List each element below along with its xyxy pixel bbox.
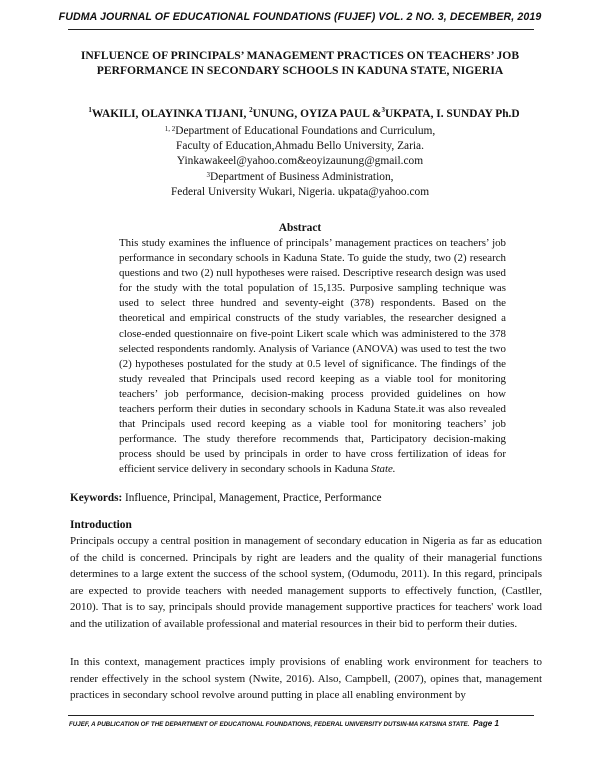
header-rule — [68, 29, 534, 30]
abstract-heading: Abstract — [278, 222, 322, 234]
author-2-marker: 2 — [249, 106, 253, 114]
journal-header: FUDMA JOURNAL OF EDUCATIONAL FOUNDATIONS (FUJEF) VOL. 2 NO. 3, DECEMBER, 2019 — [58, 11, 542, 23]
introduction-paragraph-2: In this context, management practices imply provisions of enabling work environment for teachers to render effectively in the school system (Nwite, 2016). Also, Campbell, (2007), opines that, management practices in secondary school revolve around putting in place all enabling environment by — [70, 656, 542, 702]
keywords — [70, 492, 382, 504]
author-1: WAKILI, OLAYINKA TIJANI, — [91, 108, 250, 120]
affiliation-1-marker: 1, 2 — [164, 125, 176, 133]
keywords-label: Keywords: — [70, 492, 123, 504]
author-2: UNUNG, OYIZA PAUL & — [252, 108, 382, 120]
author-1-marker: 1 — [88, 106, 92, 114]
affiliation-faculty: Faculty of Education,Ahmadu Bello University, Zaria. — [176, 140, 424, 153]
abstract-body — [119, 236, 506, 478]
footer-rule — [68, 715, 534, 716]
paper-title — [60, 48, 540, 78]
introduction-heading: Introduction — [70, 519, 132, 531]
affiliation-university-2: Federal University Wukari, Nigeria. ukpata@yahoo.com — [170, 185, 430, 198]
affiliation-department: Department of Educational Foundations and Curriculum, — [175, 125, 436, 137]
page-number: Page 1 — [473, 719, 499, 728]
page-footer — [69, 719, 529, 728]
title-line-2: PERFORMANCE IN SECONDARY SCHOOLS IN KADUNA STATE, NIGERIA — [96, 64, 504, 77]
affiliation-2-marker: 3 — [206, 170, 210, 179]
footer-text: FUJEF, A PUBLICATION OF THE DEPARTMENT OF EDUCATIONAL FOUNDATIONS, FEDERAL UNIVERSITY DUTSIN-MA KATSINA STATE. — [69, 721, 470, 728]
affiliation-emails: Yinkawakeel@yahoo.com&eoyizaunung@gmail.com — [176, 155, 424, 168]
author-list — [60, 108, 548, 120]
affiliations — [100, 124, 500, 200]
author-3-marker: 3 — [381, 106, 386, 114]
title-line-1: INFLUENCE OF PRINCIPALS’ MANAGEMENT PRACTICES ON TEACHERS’ JOB — [80, 49, 520, 62]
abstract-text: This study examines the influence of principals’ management practices on teachers’ job performance in secondary schools in Kaduna State. To guide the study, two (2) research questions and two (2) null hypotheses were raised. Descriptive research design was used for the study with the total population of 15,135. Purposive sampling technique was used to select three hundred and seventy-eight (378) respondents. Based on the theoretical and empirical constructs of the study variables, the researcher designed a close-ended questionnaire on five-point Likert scale which was administered to the 378 selected respondents randomly. Analysis of Variance (ANOVA) was used to test the two (2) hypotheses postulated for the study at 0.5 level of significance. The findings of the study revealed that Principals used record keeping as a viable tool for monitoring teachers’ job performance, decision-making process provided guidelines on how teachers perform their duties in secondary schools in Kaduna State.it was also revealed that Principals used record keeping as a viable tool for monitoring teachers’ job performance. The study therefore recommends that, Participatory decision-making process should be used by principals in order to have cross fertilization of ideas for efficient service delivery in secondary schools in Kaduna — [119, 237, 506, 476]
keywords-value: Influence, Principal, Management, Practice, Performance — [122, 492, 382, 504]
affiliation-department-2: Department of Business Administration, — [210, 170, 394, 183]
abstract-last-word: State. — [371, 463, 396, 476]
author-3: UKPATA, I. SUNDAY Ph.D — [385, 108, 520, 120]
introduction-paragraph-1: Principals occupy a central position in management of secondary education in Nigeria as far as education of the child is concerned. Principals by right are leaders and the quality of their managerial functions determines to a large extent the success of the school system, (Odumodu, 2011). In this regard, principals are expected to provide teachers with needed management supports to effectively function, (Castller, 2010). That is to say, principals should provide management supportive practices for teachers' work load and the utilization of available professional and material resources in their bid to perform their duties. — [70, 535, 542, 630]
